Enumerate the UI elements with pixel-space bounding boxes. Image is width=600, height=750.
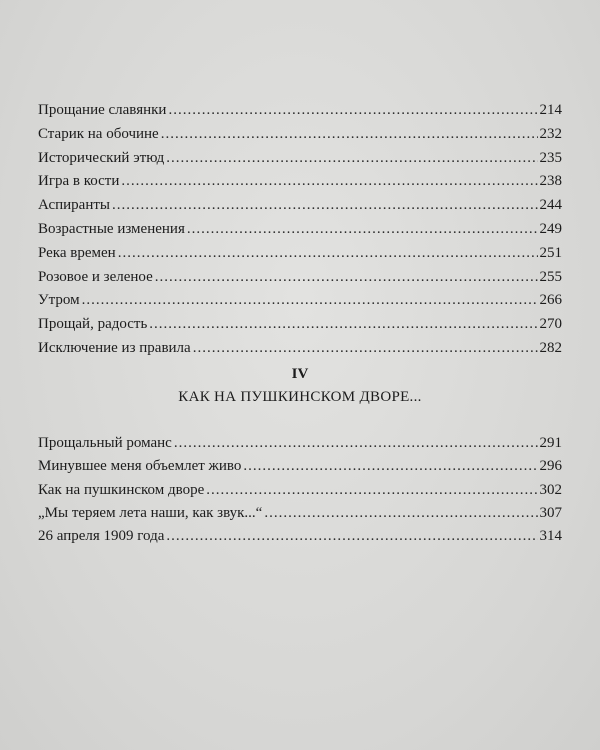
- toc-entry: [38, 170, 562, 194]
- toc-entry-title: Прощай, радость: [38, 316, 148, 333]
- toc-entry-page: 282: [539, 339, 562, 356]
- toc-leader-dots: [174, 432, 538, 455]
- section-number: IV: [291, 366, 309, 382]
- toc-entry-page: 302: [539, 481, 562, 498]
- toc-entry: [38, 194, 562, 218]
- toc-entry-page: 235: [539, 149, 562, 166]
- toc-entry-page: 251: [539, 244, 562, 261]
- toc-entry: [38, 242, 562, 266]
- toc-entry: [38, 266, 562, 290]
- toc-entry: [38, 313, 562, 337]
- toc-part-1: [38, 99, 562, 361]
- toc-leader-dots: [206, 479, 537, 502]
- toc-entry-title: Аспиранты: [38, 197, 110, 214]
- toc-entry-title: Розовое и зеленое: [38, 268, 153, 285]
- toc-entry: [38, 337, 562, 361]
- toc-entry-page: 270: [539, 316, 562, 333]
- toc-entry: [38, 147, 562, 171]
- toc-entry-page: 249: [539, 220, 562, 237]
- toc-entry-title: Утром: [38, 292, 80, 309]
- toc-leader-dots: [166, 147, 537, 171]
- toc-entry-title: „Мы теряем лета наши, как звук...“: [38, 504, 263, 521]
- toc-entry: [38, 432, 562, 455]
- toc-entry-page: 255: [539, 268, 562, 285]
- toc-entry-title: Река времен: [38, 244, 116, 261]
- toc-entry-title: Исключение из правила: [38, 339, 191, 356]
- toc-entry-title: Исторический этюд: [38, 149, 165, 166]
- toc-leader-dots: [149, 313, 537, 337]
- toc-entry-page: 314: [539, 528, 562, 545]
- section-title: КАК НА ПУШКИНСКОМ ДВОРЕ...: [178, 389, 422, 405]
- toc-entry-title: Как на пушкинском дворе: [38, 481, 205, 498]
- toc-entry: [38, 218, 562, 242]
- toc-leader-dots: [121, 170, 537, 194]
- toc-leader-dots: [118, 242, 538, 266]
- toc-entry-page: 232: [539, 125, 562, 142]
- toc-entry-title: Прощальный романс: [38, 435, 172, 451]
- toc-entry: [38, 502, 562, 525]
- toc-leader-dots: [243, 455, 537, 478]
- toc-entry-page: 214: [539, 102, 562, 118]
- toc-entry-page: 238: [539, 173, 562, 190]
- toc-entry-page: 307: [539, 504, 562, 521]
- toc-entry: [38, 455, 562, 478]
- toc-entry-title: Игра в кости: [38, 173, 120, 190]
- toc-leader-dots: [168, 99, 537, 123]
- toc-leader-dots: [161, 123, 538, 147]
- toc-entry: [38, 525, 562, 548]
- toc-entry-title: Старик на обочине: [38, 125, 159, 142]
- toc-leader-dots: [82, 289, 538, 313]
- toc-entry-title: Минувшее меня объемлет живо: [38, 458, 242, 475]
- toc-leader-dots: [187, 218, 538, 242]
- toc-leader-dots: [264, 502, 537, 525]
- toc-leader-dots: [166, 525, 537, 548]
- toc-entry: [38, 289, 562, 313]
- toc-entry-title: Прощание славянки: [38, 102, 167, 118]
- toc-entry-title: 26 апреля 1909 года: [38, 528, 165, 545]
- toc-entry-title: Возрастные изменения: [38, 220, 185, 237]
- toc-part-2: [38, 432, 562, 548]
- toc-entry-page: 291: [539, 435, 562, 451]
- toc-entry: [38, 479, 562, 502]
- toc-leader-dots: [155, 266, 538, 290]
- toc-entry: [38, 99, 562, 123]
- toc-leader-dots: [193, 337, 538, 361]
- toc-entry-page: 244: [539, 197, 562, 214]
- toc-entry: [38, 123, 562, 147]
- toc-leader-dots: [112, 194, 538, 218]
- toc-entry-page: 296: [539, 458, 562, 475]
- toc-entry-page: 266: [539, 292, 562, 309]
